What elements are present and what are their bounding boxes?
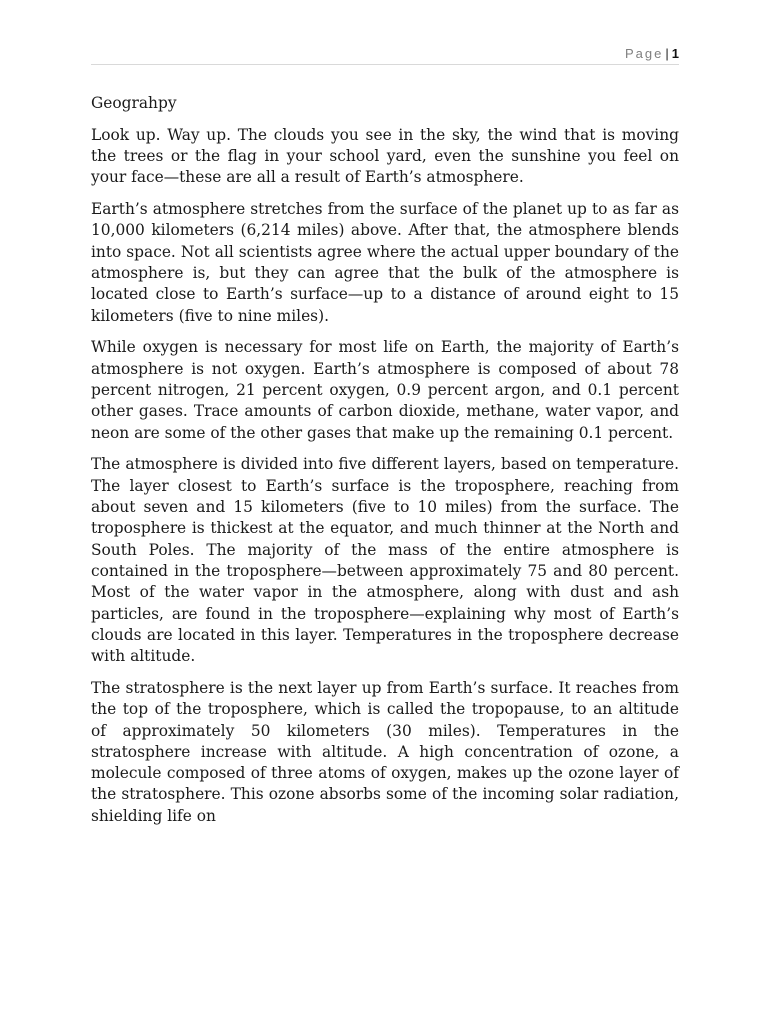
page-label: Page bbox=[625, 46, 664, 61]
document-body bbox=[91, 93, 679, 838]
page-number: 1 bbox=[671, 46, 679, 61]
page-header bbox=[91, 44, 679, 65]
page-separator: | bbox=[665, 46, 669, 61]
document-title: Geograhpy bbox=[91, 94, 177, 112]
paragraph-5: The stratosphere is the next layer up from Earth’s surface. It reaches from the top of the troposphere, which is called the tropopause, to an altitude of approximately 50 kilometers (30 miles). Temperatures in the stratosphere increase with altitude. A high concentration of ozone, a molecule composed of three atoms of oxygen, makes up the ozone layer of the stratosphere. This ozone absorbs some of the incoming solar radiation, shielding life on bbox=[91, 678, 679, 825]
paragraph-3: While oxygen is necessary for most life on Earth, the majority of Earth’s atmosphere is not oxygen. Earth’s atmosphere is composed of about 78 percent nitrogen, 21 percent oxygen, 0.9 percent argon, and 0.1 percent other gases. Trace amounts of carbon dioxide, methane, water vapor, and neon are some of the other gases that make up the remaining 0.1 percent. bbox=[91, 338, 679, 442]
paragraph-4: The atmosphere is divided into five different layers, based on temperature. The layer closest to Earth’s surface is the troposphere, reaching from about seven and 15 kilometers (five to 10 miles) from the surface. The troposphere is thickest at the equator, and much thinner at the North and South Poles. The majority of the mass of the entire atmosphere is contained in the troposphere—between approximately 75 and 80 percent. Most of the water vapor in the atmosphere, along with dust and ash particles, are found in the troposphere—explaining why most of Earth’s clouds are located in this layer. Temperatures in the troposphere decrease with altitude. bbox=[91, 455, 679, 666]
paragraph-1: Look up. Way up. The clouds you see in the sky, the wind that is moving the trees or the flag in your school yard, even the sunshine you feel on your face—these are all a result of Earth’s atmosphere. bbox=[91, 125, 679, 187]
paragraph-2: Earth’s atmosphere stretches from the surface of the planet up to as far as 10,000 kilometers (6,214 miles) above. After that, the atmosphere blends into space. Not all scientists agree where the actual upper boundary of the atmosphere is, but they can agree that the bulk of the atmosphere is located close to Earth’s surface—up to a distance of around eight to 15 kilometers (five to nine miles). bbox=[91, 200, 679, 325]
